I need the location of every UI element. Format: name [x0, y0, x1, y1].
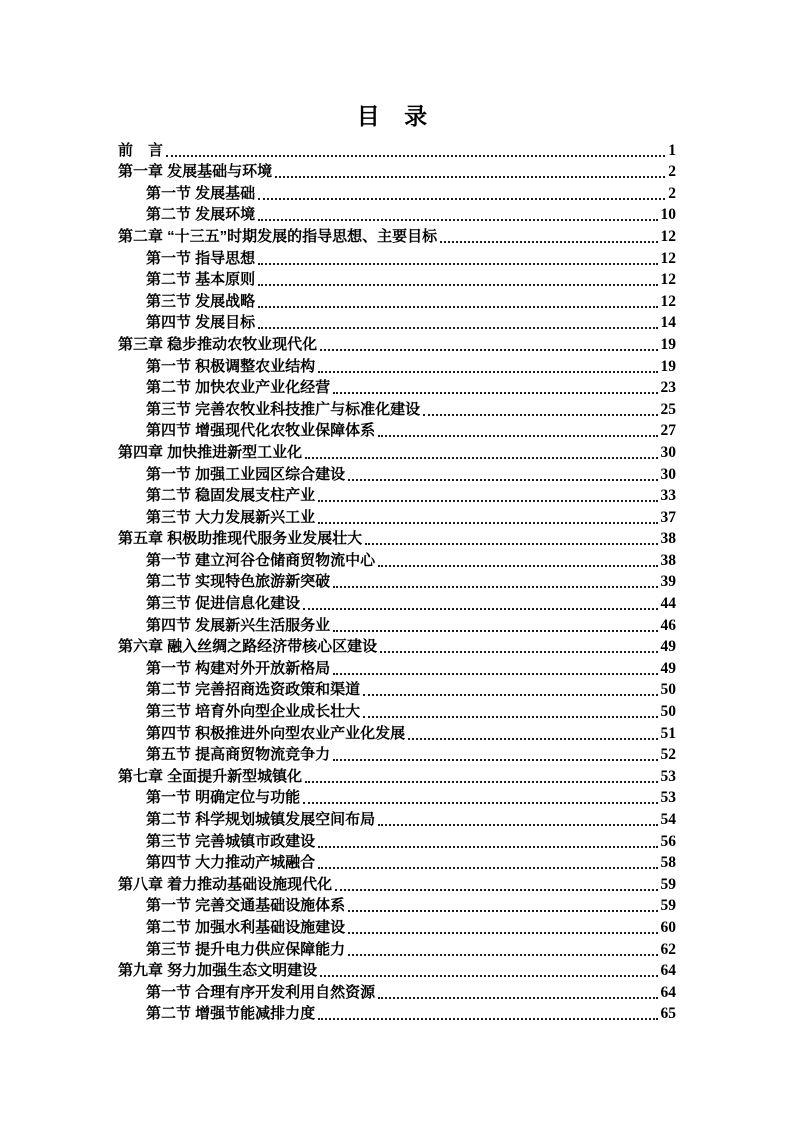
toc-entry-page: 49 [660, 638, 676, 656]
toc-entry-label: 第四节 大力推动产城融合 [146, 854, 316, 872]
dot-leader [258, 263, 657, 265]
toc-entry-label: 第一节 指导思想 [146, 249, 256, 267]
dot-leader [318, 846, 657, 848]
toc-entry [118, 182, 676, 204]
toc-entry [118, 485, 676, 507]
toc-entry-page: 30 [660, 443, 676, 461]
dot-leader [318, 522, 657, 524]
toc-entry-page: 39 [660, 573, 676, 591]
toc-entry-page: 52 [660, 746, 676, 764]
dot-leader [258, 327, 657, 329]
toc-entry-page: 12 [660, 292, 676, 310]
toc-entry-page: 44 [660, 595, 676, 613]
toc-entry-label: 前 言 [118, 141, 164, 159]
toc-entry [118, 506, 676, 528]
toc-entry [118, 269, 676, 291]
toc-entry [118, 204, 676, 226]
toc-entry-label: 第二节 完善招商选资政策和渠道 [146, 681, 361, 699]
toc-entry-label: 第五章 积极助推现代服务业发展壮大 [118, 530, 363, 548]
dot-leader [408, 738, 657, 740]
toc-entry-label: 第三节 提升电力供应保障能力 [146, 940, 346, 958]
toc-entry [118, 938, 676, 960]
dot-leader [258, 219, 657, 221]
dot-leader [305, 457, 657, 459]
dot-leader [440, 241, 657, 243]
toc-entry-label: 第四节 积极推进外向型农业产业化发展 [146, 724, 406, 742]
toc-entry-label: 第三节 完善城镇市政建设 [146, 832, 316, 850]
toc-entry-page: 50 [660, 681, 676, 699]
toc-entry-label: 第一节 发展基础 [146, 184, 256, 202]
toc-entry [118, 441, 676, 463]
toc-entry-label: 第六章 融入丝绸之路经济带核心区建设 [118, 638, 378, 656]
dot-leader [303, 802, 657, 804]
toc-entry-page: 37 [660, 508, 676, 526]
toc-entry-page: 46 [660, 616, 676, 634]
toc-entry-label: 第一节 合理有序开发利用自然资源 [146, 983, 376, 1001]
dot-leader [380, 651, 657, 653]
dot-leader [333, 673, 657, 675]
toc-entry-page: 1 [668, 141, 676, 159]
toc-entry-page: 12 [660, 249, 676, 267]
toc-entry-label: 第一章 发展基础与环境 [118, 163, 273, 181]
toc-entry [118, 571, 676, 593]
toc-entry-label: 第二节 增强节能减排力度 [146, 1005, 316, 1023]
toc-entry-label: 第一节 积极调整农业结构 [146, 357, 316, 375]
toc-entry-page: 2 [668, 163, 676, 181]
dot-leader [333, 392, 657, 394]
dot-leader [166, 155, 665, 157]
toc-entry-label: 第九章 努力加强生态文明建设 [118, 962, 318, 980]
toc-entry-page: 56 [660, 832, 676, 850]
toc-entry [118, 614, 676, 636]
toc-entry [118, 355, 676, 377]
table-of-contents [118, 139, 676, 1024]
dot-leader [258, 306, 657, 308]
toc-entry-label: 第四章 加快推进新型工业化 [118, 443, 303, 461]
toc-entry-page: 14 [660, 314, 676, 332]
toc-entry-label: 第三节 促进信息化建设 [146, 595, 301, 613]
dot-leader [305, 781, 657, 783]
toc-entry [118, 528, 676, 550]
toc-entry-page: 19 [660, 357, 676, 375]
toc-entry-page: 62 [660, 940, 676, 958]
dot-leader [378, 435, 657, 437]
toc-entry-label: 第一节 构建对外开放新格局 [146, 659, 331, 677]
toc-entry-label: 第一节 完善交通基础设施体系 [146, 897, 346, 915]
toc-entry [118, 916, 676, 938]
toc-entry-label: 第八章 着力推动基础设施现代化 [118, 875, 333, 893]
toc-entry-page: 59 [660, 875, 676, 893]
toc-entry [118, 981, 676, 1003]
toc-entry-page: 58 [660, 854, 676, 872]
toc-entry-page: 12 [660, 227, 676, 245]
toc-entry-label: 第三章 稳步推动农牧业现代化 [118, 335, 318, 353]
toc-entry [118, 1003, 676, 1025]
dot-leader [333, 586, 657, 588]
dot-leader [348, 910, 657, 912]
toc-entry-label: 第二节 加强水利基础设施建设 [146, 918, 346, 936]
toc-entry [118, 139, 676, 161]
dot-leader [320, 349, 657, 351]
toc-entry-page: 23 [660, 379, 676, 397]
toc-entry [118, 592, 676, 614]
toc-entry [118, 247, 676, 269]
dot-leader [378, 824, 657, 826]
toc-entry [118, 830, 676, 852]
dot-leader [318, 500, 657, 502]
toc-entry-label: 第三节 发展战略 [146, 292, 256, 310]
dot-leader [258, 198, 665, 200]
page-title: 目 录 [356, 103, 437, 129]
toc-entry [118, 895, 676, 917]
toc-entry-label: 第二节 发展环境 [146, 206, 256, 224]
dot-leader [258, 284, 657, 286]
toc-entry [118, 787, 676, 809]
toc-entry-page: 59 [660, 897, 676, 915]
toc-entry [118, 312, 676, 334]
dot-leader [320, 975, 657, 977]
toc-entry [118, 852, 676, 874]
toc-entry-page: 25 [660, 400, 676, 418]
toc-entry [118, 960, 676, 982]
toc-entry-label: 第四节 增强现代化农牧业保障体系 [146, 422, 376, 440]
toc-entry-label: 第三节 完善农牧业科技推广与标准化建设 [146, 400, 421, 418]
toc-entry [118, 290, 676, 312]
toc-entry-page: 51 [660, 724, 676, 742]
toc-entry [118, 398, 676, 420]
toc-entry [118, 700, 676, 722]
toc-entry [118, 808, 676, 830]
toc-entry-label: 第二节 稳固发展支柱产业 [146, 487, 316, 505]
toc-entry-label: 第二节 加快农业产业化经营 [146, 379, 331, 397]
toc-entry-page: 33 [660, 487, 676, 505]
toc-entry-label: 第三节 培育外向型企业成长壮大 [146, 703, 361, 721]
dot-leader [378, 997, 657, 999]
toc-entry [118, 161, 676, 183]
toc-entry-page: 38 [660, 530, 676, 548]
toc-entry-label: 第五节 提高商贸物流竞争力 [146, 746, 331, 764]
toc-entry-page: 27 [660, 422, 676, 440]
toc-entry-page: 19 [660, 335, 676, 353]
toc-entry [118, 225, 676, 247]
dot-leader [333, 759, 657, 761]
toc-entry-label: 第一节 明确定位与功能 [146, 789, 301, 807]
dot-leader [335, 889, 657, 891]
toc-entry [118, 420, 676, 442]
toc-entry [118, 744, 676, 766]
dot-leader [378, 565, 657, 567]
toc-entry-page: 10 [660, 206, 676, 224]
dot-leader [365, 543, 657, 545]
toc-entry [118, 873, 676, 895]
toc-entry-page: 53 [660, 767, 676, 785]
dot-leader [303, 608, 657, 610]
toc-entry-label: 第一节 建立河谷仓储商贸物流中心 [146, 551, 376, 569]
toc-entry [118, 549, 676, 571]
toc-entry-label: 第四节 发展目标 [146, 314, 256, 332]
toc-entry [118, 377, 676, 399]
toc-entry-page: 30 [660, 465, 676, 483]
toc-entry-page: 65 [660, 1005, 676, 1023]
dot-leader [318, 371, 657, 373]
toc-entry-label: 第七章 全面提升新型城镇化 [118, 767, 303, 785]
toc-entry-page: 54 [660, 811, 676, 828]
toc-entry [118, 463, 676, 485]
dot-leader [363, 716, 657, 718]
toc-entry-label: 第二节 科学规划城镇发展空间布局 [146, 811, 376, 828]
toc-entry [118, 722, 676, 744]
dot-leader [363, 694, 657, 696]
dot-leader [348, 479, 657, 481]
toc-entry-label: 第三节 大力发展新兴工业 [146, 508, 316, 526]
dot-leader [333, 630, 657, 632]
dot-leader [348, 932, 657, 934]
toc-entry-label: 第一节 加强工业园区综合建设 [146, 465, 346, 483]
toc-entry-page: 64 [660, 983, 676, 1001]
dot-leader [423, 414, 657, 416]
toc-entry [118, 657, 676, 679]
toc-entry-label: 第四节 发展新兴生活服务业 [146, 616, 331, 634]
dot-leader [318, 867, 657, 869]
toc-entry [118, 333, 676, 355]
toc-entry-page: 2 [668, 184, 676, 202]
toc-entry-page: 60 [660, 918, 676, 936]
toc-entry-page: 53 [660, 789, 676, 807]
dot-leader [275, 176, 665, 178]
dot-leader [318, 1018, 657, 1020]
toc-entry [118, 679, 676, 701]
toc-entry-page: 49 [660, 659, 676, 677]
toc-entry-page: 38 [660, 551, 676, 569]
toc-entry [118, 636, 676, 658]
toc-entry-page: 64 [660, 962, 676, 980]
dot-leader [348, 954, 657, 956]
toc-entry-label: 第二节 基本原则 [146, 271, 256, 289]
toc-entry-page: 12 [660, 271, 676, 289]
toc-entry-label: 第二章 “十三五”时期发展的指导思想、主要目标 [118, 227, 438, 245]
toc-entry-page: 50 [660, 703, 676, 721]
toc-entry [118, 765, 676, 787]
toc-entry-label: 第二节 实现特色旅游新突破 [146, 573, 331, 591]
